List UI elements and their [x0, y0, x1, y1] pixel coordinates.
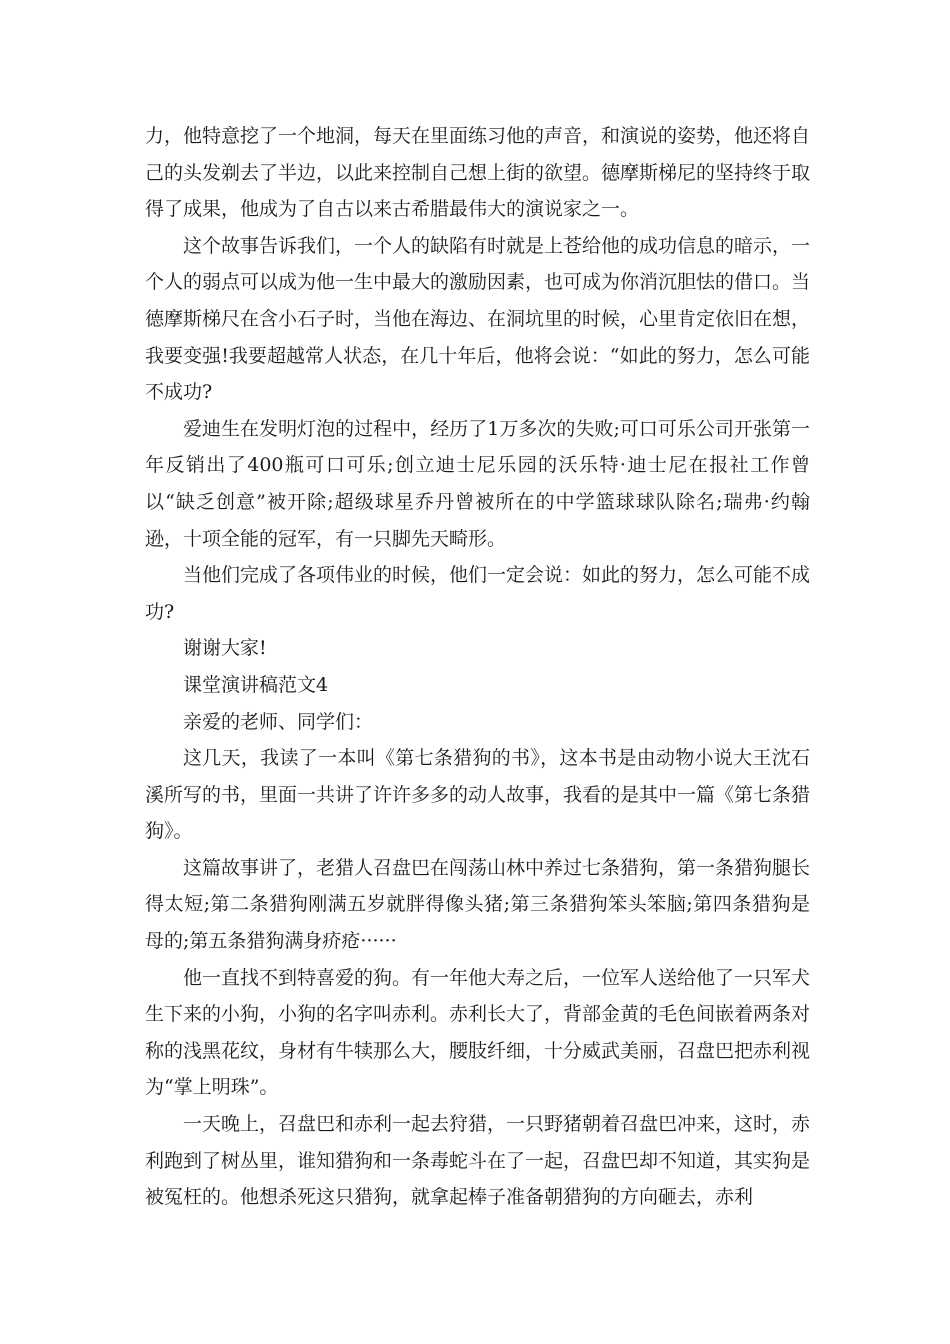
- document-body: [145, 118, 810, 1216]
- paragraph-5: 谢谢大家!: [183, 637, 267, 660]
- section-heading: 课堂演讲稿范文4: [183, 673, 329, 696]
- paragraph-11: 一天晚上，召盘巴和赤利一起去狩猎，一只野猪朝着召盘巴冲来，这时，赤利跑到了树丛里，谁知猎狗和一条毒蛇斗在了一起，召盘巴却不知道，其实狗是被冤枉的。他想杀死这只猎狗，就拿起棒子准备朝猎狗的方向砸去，赤利: [145, 1113, 811, 1209]
- paragraph-10: 他一直找不到特喜爱的狗。有一年他大寿之后，一位军人送给他了一只军犬生下来的小狗，小狗的名字叫赤利。赤利长大了，背部金黄的毛色间嵌着两条对称的浅黑花纹，身材有牛犊那么大，腰肢纤细，十分威武美丽，召盘巴把赤利视为“掌上明珠”。: [145, 966, 811, 1099]
- paragraph-3: 爱迪生在发明灯泡的过程中，经历了1万多次的失败;可口可乐公司开张第一年反销出了400瓶可口可乐;创立迪士尼乐园的沃乐特·迪士尼在报社工作曾以“缺乏创意”被开除;超级球星乔丹曾被所在的中学篮球球队除名;瑞弗·约翰逊，十项全能的冠军，有一只脚先天畸形。: [145, 417, 810, 550]
- paragraph-4: 当他们完成了各项伟业的时候，他们一定会说：如此的努力，怎么可能不成功?: [145, 564, 811, 623]
- salutation: 亲爱的老师、同学们：: [183, 710, 374, 733]
- paragraph-2: 这个故事告诉我们，一个人的缺陷有时就是上苍给他的成功信息的暗示，一个人的弱点可以成为他一生中最大的激励因素，也可成为你消沉胆怯的借口。当德摩斯梯尺在含小石子时，当他在海边、在洞坑里的时候，心里肯定依旧在想，我要变强!我要超越常人状态，在几十年后，他将会说：“如此的努力，怎么可能不成功?: [145, 234, 811, 404]
- paragraph-9: 这篇故事讲了，老猎人召盘巴在闯荡山林中养过七条猎狗，第一条猎狗腿长得太短;第二条猎狗刚满五岁就胖得像头猪;第三条猎狗笨头笨脑;第四条猎狗是母的;第五条猎狗满身疥疮······: [145, 856, 811, 953]
- paragraph-8: 这几天，我读了一本叫《第七条猎狗的书》，这本书是由动物小说大王沈石溪所写的书，里面一共讲了许许多多的动人故事，我看的是其中一篇《第七条猎狗》。: [145, 747, 811, 843]
- paragraph-1: 力，他特意挖了一个地洞，每天在里面练习他的声音，和演说的姿势，他还将自己的头发剃去了半边，以此来控制自己想上街的欲望。德摩斯梯尼的坚持终于取得了成果，他成为了自古以来古希腊最伟大的演说家之一。: [145, 125, 811, 221]
